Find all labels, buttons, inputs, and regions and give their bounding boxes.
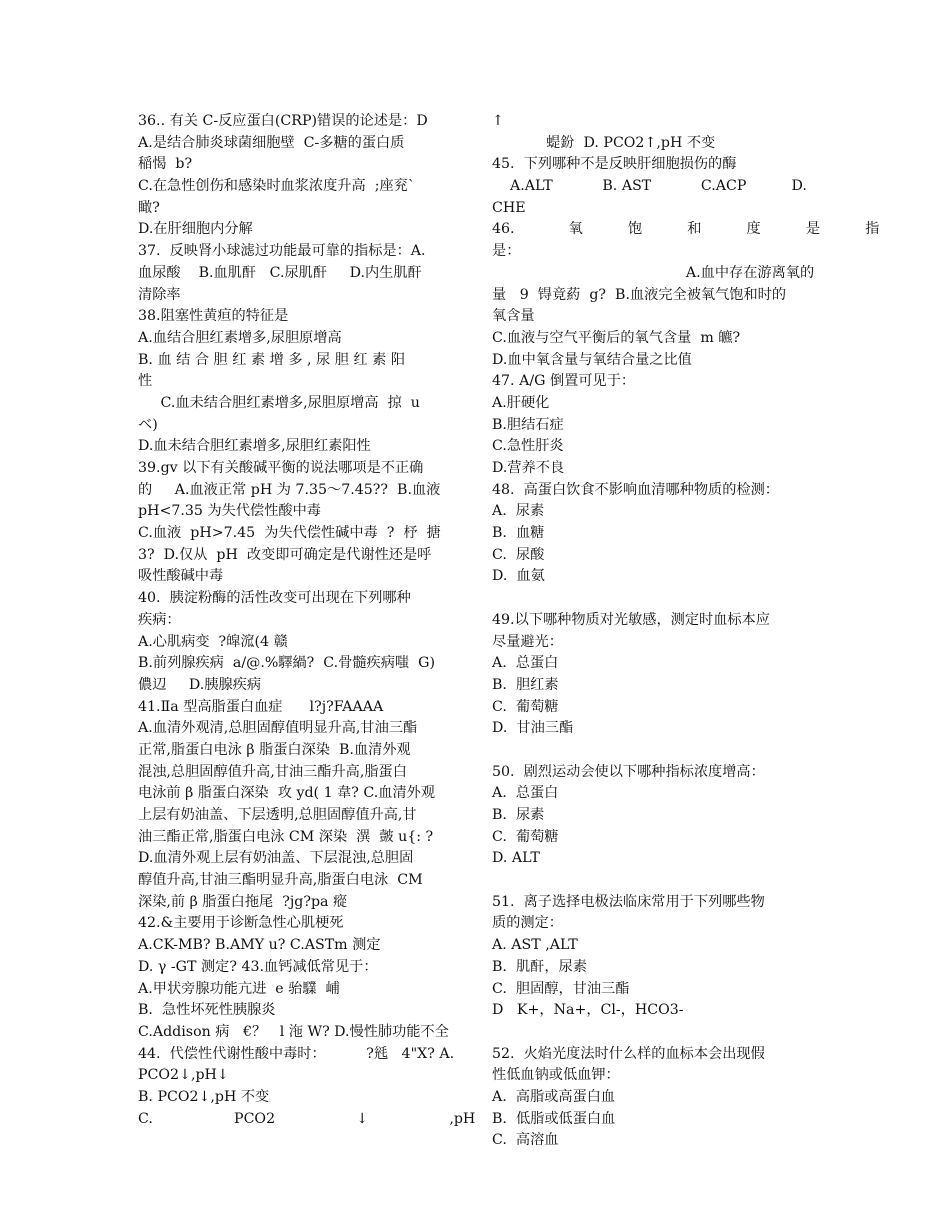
text-line: D.在肝细胞内分解: [138, 221, 253, 238]
text-line: 性低血钠或低血钾：: [492, 1067, 620, 1084]
text-line: A.肝硬化: [492, 394, 550, 411]
text-line: 的 A.血液正常 pH 为 7.35～7.45?? B.血液: [138, 481, 441, 498]
text-line: 3? D.仅从 pH 改变即可确定是代谢性还是呼: [138, 546, 432, 563]
text-line: B. 肌酐，尿素: [492, 958, 587, 975]
text-line: 47. A/G 倒置可见于：: [492, 373, 636, 390]
text-line: C.血未结合胆红素增多,尿胆原增高 掠 u: [138, 394, 420, 411]
text-line: 氧含量: [492, 308, 535, 325]
text-line: 瞰?: [138, 199, 160, 216]
text-line: 41.Ⅱa 型高脂蛋白血症 l?j?FAAAA: [138, 698, 384, 715]
text-line: 正常,脂蛋白电泳 β 脂蛋白深染 B.血清外观: [138, 741, 411, 758]
text-line: D.血中氧含量与氧结合量之比值: [492, 351, 692, 368]
text-line: 醇值升高,甘油三酯明显升高,脂蛋白电泳 CM: [138, 872, 423, 889]
text-line: 45. 下列哪种不是反映肝细胞损伤的酶: [492, 156, 737, 173]
text-line: 质的测定：: [492, 915, 563, 932]
text-line: B. 低脂或低蛋白血: [492, 1110, 616, 1127]
text-line: B.胆结石症: [492, 416, 564, 433]
paragraph-gap: [492, 740, 814, 762]
left-column: [138, 111, 476, 1130]
text-line: A.血清外观清,总胆固醇值明显升高,甘油三酯: [138, 720, 418, 737]
text-line: 48. 高蛋白饮食不影响血清哪种物质的检测：: [492, 481, 779, 498]
text-line: C.Addison 病 €？ l 沲 W? D.慢性肺功能不全: [138, 1023, 449, 1040]
text-line: 40. 胰淀粉酶的活性改变可出现在下列哪种: [138, 590, 411, 607]
text-line: A. 高脂或高蛋白血: [492, 1088, 616, 1105]
text-line: 52. 火焰光度法时什么样的血标本会出现假: [492, 1045, 765, 1062]
text-line: ↑: [492, 113, 504, 129]
text-line: A. AST ,ALT: [492, 937, 578, 954]
text-line: CHE: [492, 199, 526, 216]
text-line: 混浊,总胆固醇值升高,甘油三酯升高,脂蛋白: [138, 763, 407, 780]
text-line: B. 胆红素: [492, 676, 559, 693]
text-line: 血尿酸 B.血肌酐 C.尿肌酐 D.内生肌酐: [138, 264, 422, 281]
text-line: C. 尿酸: [492, 546, 545, 563]
text-line: C. 葡萄糖: [492, 698, 559, 715]
text-line: D. 甘油三酯: [492, 720, 574, 737]
text-line: A.是结合肺炎球菌细胞壁 C-多糖的蛋白质: [138, 134, 405, 151]
text-line: A.血结合胆红素增多,尿胆原增高: [138, 329, 342, 346]
text-line: 吸性酸碱中毒: [138, 568, 224, 585]
paragraph-gap: [492, 1022, 814, 1044]
text-line: 38.阻塞性黄疸的特征是: [138, 308, 289, 325]
text-line: ベ): [138, 416, 158, 433]
text-line: 量 9 锝竟葯 g? B.血液完全被氧气饱和时的: [492, 286, 787, 303]
text-line: D.血未结合胆红素增多,尿胆红素阳性: [138, 438, 371, 455]
text-line: B. PCO2↓,pH 不变: [138, 1088, 270, 1105]
text-line: C. 高溶血: [492, 1132, 559, 1149]
text-line: C.急性肝炎: [492, 438, 564, 455]
text-line: 50. 剧烈运动会使以下哪种指标浓度增高：: [492, 763, 765, 780]
text-line: A.血中存在游离氧的: [492, 264, 815, 281]
text-line: 尽量避光：: [492, 633, 563, 650]
text-line: D. 血氨: [492, 568, 545, 585]
text-line: 疾病：: [138, 611, 181, 628]
right-column: [492, 111, 880, 1152]
text-line: 儂辺 D.胰腺疾病: [138, 676, 262, 693]
text-line: 上层有奶油盖、下层透明,总胆固醇值升高,甘: [138, 807, 417, 823]
text-line: D. ALT: [492, 850, 540, 867]
text-line: C. 胆固醇，甘油三酯: [492, 980, 630, 997]
text-line: 36.. 有关 C-反应蛋白(CRP)错误的论述是：D: [138, 113, 428, 129]
text-line: 深染,前 β 脂蛋白拖尾 ?jg?pa 瘲: [138, 893, 348, 910]
text-line: 电泳前 β 脂蛋白深染 攻 yd( 1 韋? C.血清外观: [138, 785, 436, 802]
text-line: C.在急性创伤和感染时血浆浓度升高 ;座兖`: [138, 178, 415, 195]
text-line: 46. 氧 饱 和 度 是 指: [492, 221, 880, 238]
text-line: 49.以下哪种物质对光敏感，测定时血标本应: [492, 611, 770, 628]
text-line: A. 尿素: [492, 503, 545, 520]
text-line: A.CK-MB? B.AMY u? C.ASTm 测定: [138, 937, 381, 954]
text-line: B. 血 结 合 胆 红 素 增 多 , 尿 胆 红 素 阳: [138, 351, 406, 368]
text-line: B. 尿素: [492, 807, 545, 823]
text-line: D K+，Na+，Cl-，HCO3-: [492, 1002, 684, 1019]
text-line: C.血液 pH>7.45 为失代偿性碱中毒 ? 杼 搪: [138, 525, 441, 542]
text-line: 44. 代偿性代谢性酸中毒时： ?毤 4"X? A.: [138, 1045, 455, 1062]
text-line: 37. 反映肾小球滤过功能最可靠的指标是：A.: [138, 243, 426, 260]
text-line: 51. 离子选择电极法临床常用于下列哪些物: [492, 893, 765, 910]
text-line: 39.gv 以下有关酸碱平衡的说法哪项是不正确: [138, 460, 424, 476]
text-line: 是：: [492, 243, 521, 260]
text-line: D.营养不良: [492, 460, 565, 476]
text-line: 蝭鈖 D. PCO2↑,pH 不变: [492, 134, 716, 151]
text-line: C. 葡萄糖: [492, 828, 559, 845]
text-line: 清除率: [138, 286, 181, 303]
text-line: 油三酯正常,脂蛋白电泳 CM 深染 潩 皼 u{: ?: [138, 828, 434, 845]
text-line: A.ALT B. AST C.ACP D.: [492, 178, 807, 195]
text-line: 42.&主要用于诊断急性心肌梗死: [138, 915, 344, 932]
text-line: pH<7.35 为失代偿性酸中毒: [138, 503, 321, 520]
text-line: PCO2↓,pH↓: [138, 1067, 229, 1084]
text-line: B.前列腺疾病 a/@.%驛緺? C.骨髓疾病嗤 G): [138, 655, 435, 672]
text-line: D. γ -GT 测定? 43.血钙减低常见于：: [138, 958, 378, 975]
text-line: A. 总蛋白: [492, 785, 559, 802]
text-line: A.甲状旁腺功能亢进 e 骀驜 峬: [138, 980, 340, 997]
text-line: 性: [138, 373, 153, 390]
text-line: C.血液与空气平衡后的氧气含量 m 皫?: [492, 329, 741, 346]
text-line: A.心肌病变 ?皡溛(4 赣: [138, 633, 288, 650]
text-line: B. 血糖: [492, 525, 545, 542]
text-line: B. 急性坏死性胰腺炎: [138, 1002, 276, 1019]
paragraph-gap: [492, 870, 814, 892]
text-line: A. 总蛋白: [492, 655, 559, 672]
text-line: D.血清外观上层有奶油盖、下层混浊,总胆固: [138, 850, 414, 867]
paragraph-gap: [492, 588, 814, 610]
text-line: 稲愒 b?: [138, 156, 193, 173]
text-line: C. PCO2 ↓ ,pH: [138, 1110, 476, 1127]
